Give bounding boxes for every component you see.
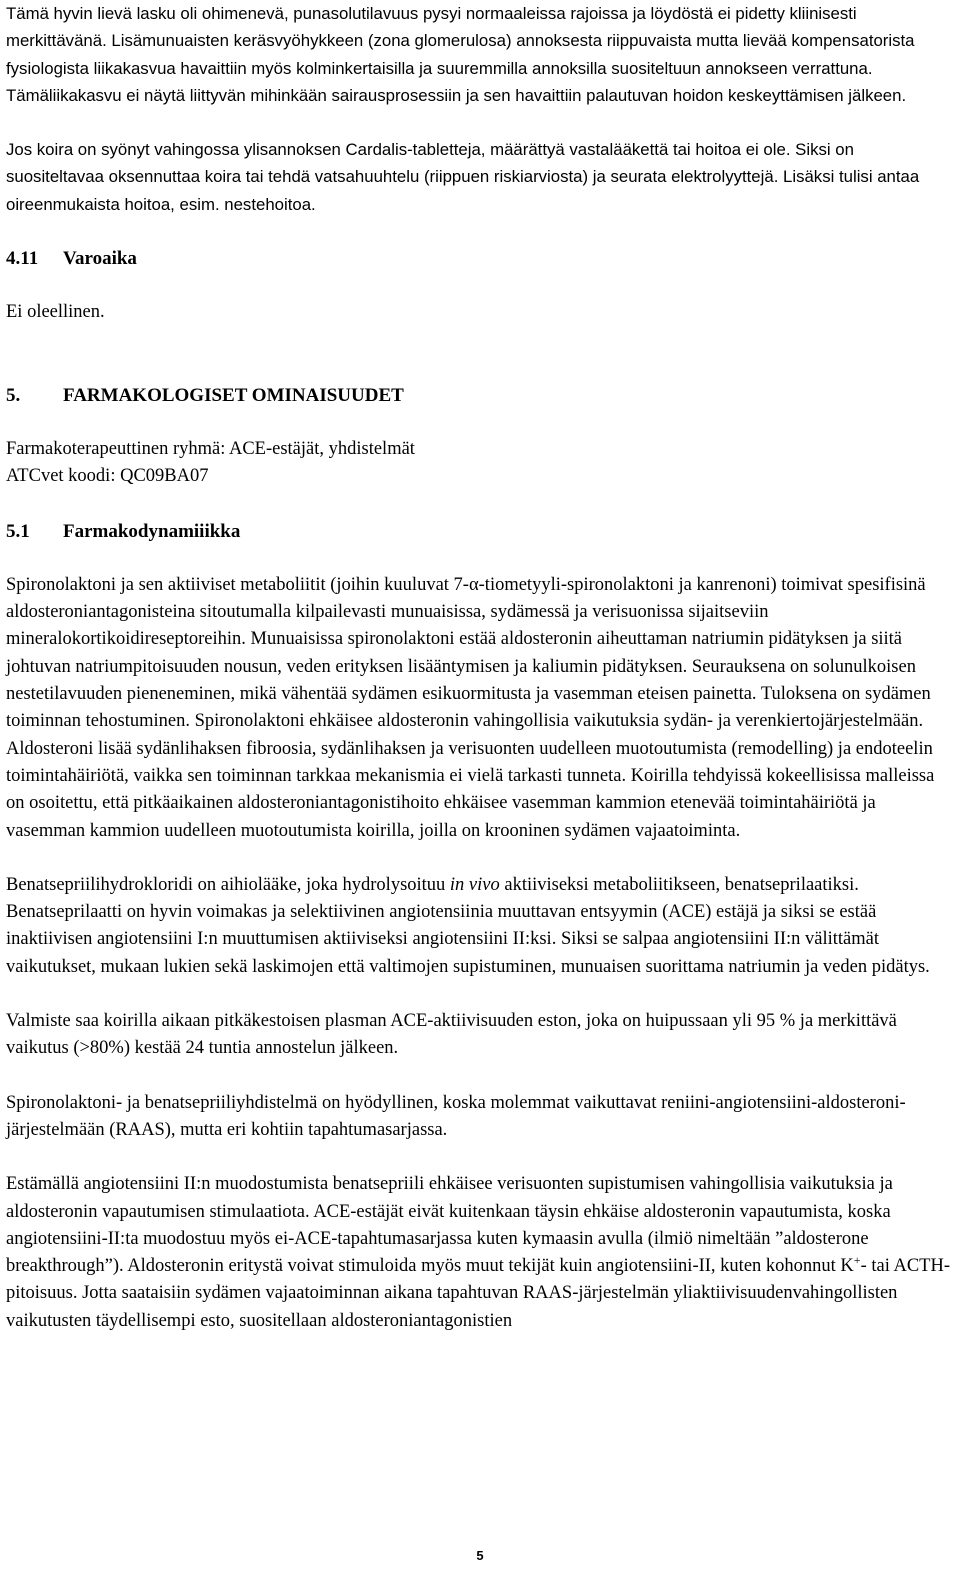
italic-text: in vivo [449, 874, 500, 895]
section-heading-pharmacodynamics [6, 518, 950, 545]
paragraph-overdose-treatment: Jos koira on syönyt vahingossa ylisannoksen Cardalis-tabletteja, määrättyä vastalääkettä tai hoitoa ei ole. Siksi on suositeltavaa oksennuttaa koira tai tehdä vatsahuuhtelu (riippuen riskiarviosta) ja seurata elektrolyyttejä. Lisäksi tulisi antaa oireenmukaista hoitoa, esim. nestehoitoa. [6, 140, 920, 214]
section-heading-withdrawal-period [6, 245, 950, 272]
pharmacotherapeutic-group: Farmakoterapeuttinen ryhmä: ACE-estäjät, yhdistelmät [6, 438, 415, 459]
text-run: - tai ACTH-pitoisuus. Jotta saataisiin sydämen vajaatoiminnan aikana tapahtuvan RAAS-järjestelmän yliaktiivisuudenvahingollisten vaikutusten täydellisempi esto, suositellaan aldosteroniantagonistien [6, 1256, 950, 1331]
section-title: Farmakodynamiiikka [63, 520, 241, 542]
paragraph-aldosterone-breakthrough [6, 1171, 950, 1335]
document-page [6, 0, 950, 1335]
paragraph-combination: Spironolaktoni- ja benatsepriiliyhdistelmä on hyödyllinen, koska molemmat vaikuttavat reniini-angiotensiini-aldosteroni-järjestelmään (RAAS), mutta eri kohtiin tapahtumasarjassa. [6, 1092, 906, 1140]
text-run: Estämällä angiotensiini II:n muodostumista benatsepriili ehkäisee verisuonten supistumisen vahingollisia vaikutuksia ja aldosteronin vapautumisen stimulaatiota. ACE-estäjät eivät kuitenkaan täysin ehkäise aldosteronin vapautumista, koska angiotensiini-II:ta muodostuu myös ei-ACE-tapahtumasarjassa kuten kymaasin avulla (ilmiö nimeltään ”aldosterone breakthrough”). Aldosteronin eritystä voivat stimuloida myös muut tekijät kuin angiotensiini-II, kuten kohonnut K [6, 1174, 893, 1277]
paragraph-ace-inhibition: Valmiste saa koirilla aikaan pitkäkestoisen plasman ACE-aktiivisuuden eston, joka on huipussaan yli 95 % ja merkittävä vaikutus (>80%) kestää 24 tuntia annostelun jälkeen. [6, 1011, 897, 1059]
paragraph-overdose-findings: Tämä hyvin lievä lasku oli ohimenevä, punasolutilavuus pysyi normaaleissa rajoissa ja löydöstä ei pidetty kliinisesti merkittävänä. Lisämunuaisten keräsvyöhykkeen (zona glomerulosa) annoksesta riippuvaista mutta lievää kompensatorista fysiologista liikakasvua havaittiin myös kolminkertaisilla ja suuremmilla annoksilla suositeltuun annokseen verrattuna. Tämäliikakasvu ei näytä liittyvän mihinkään sairausprosessiin ja sen havaittiin palautuvan hoidon keskeyttämisen jälkeen. [6, 4, 915, 105]
section-number: 5. [6, 384, 21, 406]
paragraph-benazepril [6, 872, 950, 981]
section-title: Varoaika [63, 248, 137, 270]
atcvet-code: ATCvet koodi: QC09BA07 [6, 466, 209, 487]
text-run: Benatsepriilihydrokloridi on aihiolääke, joka hydrolysoituu [6, 874, 450, 895]
section-number: 5.1 [6, 520, 30, 542]
superscript: + [853, 1252, 861, 1267]
paragraph-not-applicable: Ei oleellinen. [6, 302, 105, 323]
paragraph-spironolactone: Spironolaktoni ja sen aktiiviset metaboliitit (joihin kuuluvat 7-α-tiometyyli-spironolaktoni ja kanrenoni) toimivat spesifisinä aldosteroniantagonisteina sitoutumalla kilpailevasti munuaisissa, sydämessä ja verisuonissa sijaitseviin mineralokortikoidireseptoreihin. Munuaisissa spironolaktoni estää aldosteronin aiheuttaman natriumin pidätyksen ja siitä johtuvan natriumpitoisuuden nousun, veden erityksen lisääntymisen ja kaliumin pidätyksen. Seurauksena on solunulkoisen nestetilavuuden pieneneminen, mikä vähentää sydämen esikuormitusta ja vasemman eteisen painetta. Tuloksena on sydämen toiminnan tehostuminen. Spironolaktoni ehkäisee aldosteronin vahingollisia vaikutuksia sydän- ja verenkiertojärjestelmään. Aldosteroni lisää sydänlihaksen fibroosia, sydänlihaksen ja verisuonten uudelleen muotoutumista (remodelling) ja endoteelin toimintahäiriötä, vaikka sen toiminnan tarkkaa mekanismia ei vielä tarkasti tunneta. Koirilla tehdyissä kokeellisissa malleissa on osoitettu, että pitkäaikainen aldosteroniantagonistihoito ehkäisee vasemman kammion etenevää toimintahäiriötä ja vasemman kammion uudelleen muotoutumista koirilla, joilla on krooninen sydämen vajaatoiminta. [6, 574, 935, 841]
paragraph-pharmacotherapeutic-group [6, 436, 950, 491]
page-number: 5 [476, 1548, 484, 1563]
section-number: 4.11 [6, 248, 39, 270]
text-run: aktiiviseksi metaboliitikseen, benatseprilaatiksi. Benatseprilaatti on hyvin voimakas ja selektiivinen angiotensiinia muuttavan entsyymin (ACE) estäjä ja siksi se estää inaktiivisen angiotensiini I:n muuttumisen aktiiviseksi angiotensiini II:ksi. Siksi se salpaa angiotensiini II:n välittämät vaikutukset, mukaan lukien sekä laskimojen että valtimojen supistuminen, munuaisen suorittama natriumin ja veden pidätys. [6, 874, 930, 977]
section-heading-pharmacological-properties [6, 382, 950, 409]
section-title: FARMAKOLOGISET OMINAISUUDET [63, 384, 404, 406]
